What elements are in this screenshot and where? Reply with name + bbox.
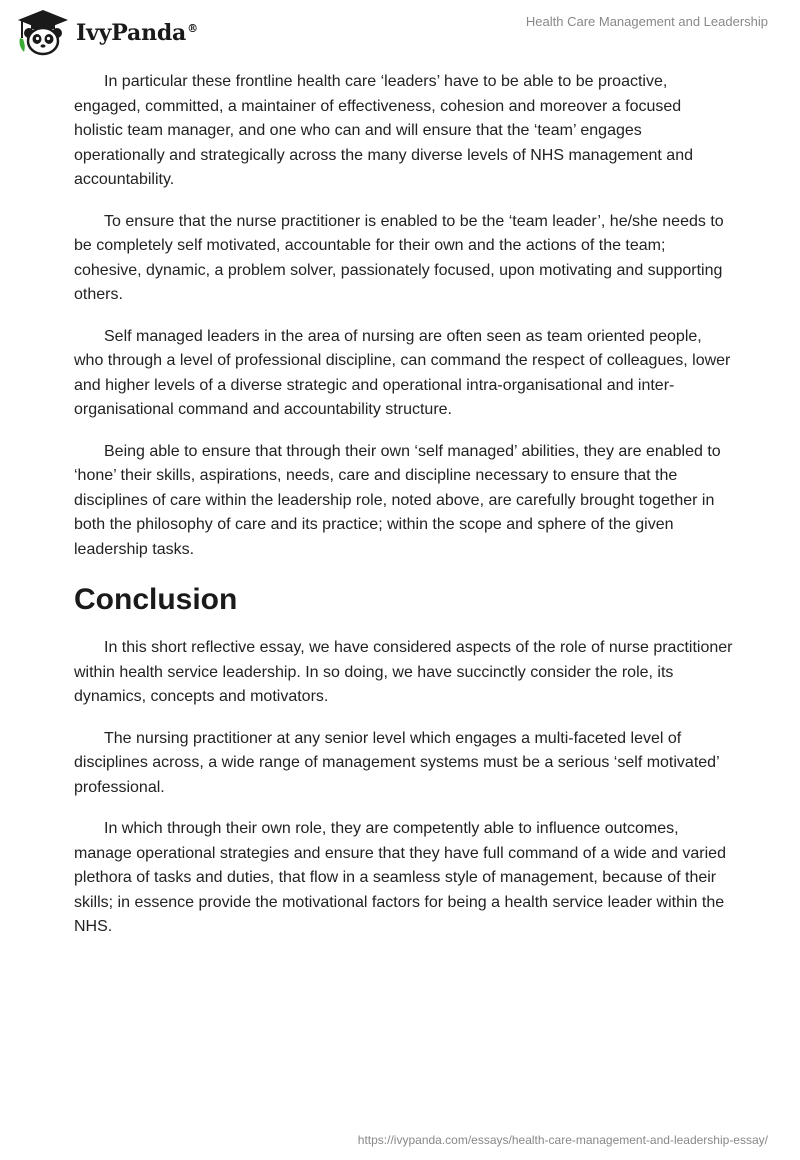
body-paragraph: Self managed leaders in the area of nursing are often seen as team oriented people, who through a level of professional discipline, can command the respect of colleagues, lower and higher levels of a diverse strategic and operational intra-organisational and inter-organisational command and accountability structure. [74,327,731,418]
document-title: Health Care Management and Leadership [525,14,768,29]
logo-registered-mark: ® [187,21,198,35]
page-header [0,0,800,64]
ivypanda-logo[interactable] [14,8,198,56]
body-paragraph: To ensure that the nurse practitioner is enabled to be the ‘team leader’, he/she needs to be completely self motivated, accountable for their own and the actions of the team; cohesive, dynamic, a problem solver, passionately focused, upon motivating and supporting others. [74,212,724,303]
source-url-link[interactable]: https://ivypanda.com/essays/health-care-management-and-leadership-essay/ [357,1133,768,1147]
body-paragraph: In particular these frontline health care ‘leaders’ have to be able to be proactive, engaged, committed, a maintainer of effectiveness, cohesion and moreover a focused holistic team manager, and one who can and will ensure that the ‘team’ engages operationally and strategically across the many diverse levels of NHS management and accountability. [74,73,693,188]
conclusion-heading: Conclusion [74,583,238,616]
conclusion-paragraph: In this short reflective essay, we have considered aspects of the role of nurse practitioner within health service leadership. In so doing, we have succinctly consider the role, its dynamics, concepts and motivators. [74,639,733,705]
essay-content [74,70,734,957]
logo-wordmark [76,20,198,46]
conclusion-paragraph: The nursing practitioner at any senior level which engages a multi-faceted level of disciplines across, a wide range of management systems must be a serious ‘self motivated’ professional. [74,729,720,796]
conclusion-paragraph: In which through their own role, they are competently able to influence outcomes, manage operational strategies and ensure that they have full command of a wide and varied plethora of tasks and duties, that flow in a seamless style of management, because of their skills; in essence provide the motivational factors for being a health service leader within the NHS. [74,820,726,935]
body-paragraph: Being able to ensure that through their own ‘self managed’ abilities, they are enabled to ‘hone’ their skills, aspirations, needs, care and discipline necessary to ensure that the disciplines of care within the leadership role, noted above, are carefully brought together in both the philosophy of care and its practice; within the scope and sphere of the given leadership tasks. [74,442,721,558]
logo-name: IvyPanda [76,20,187,46]
panda-graduation-cap-icon [14,8,72,56]
